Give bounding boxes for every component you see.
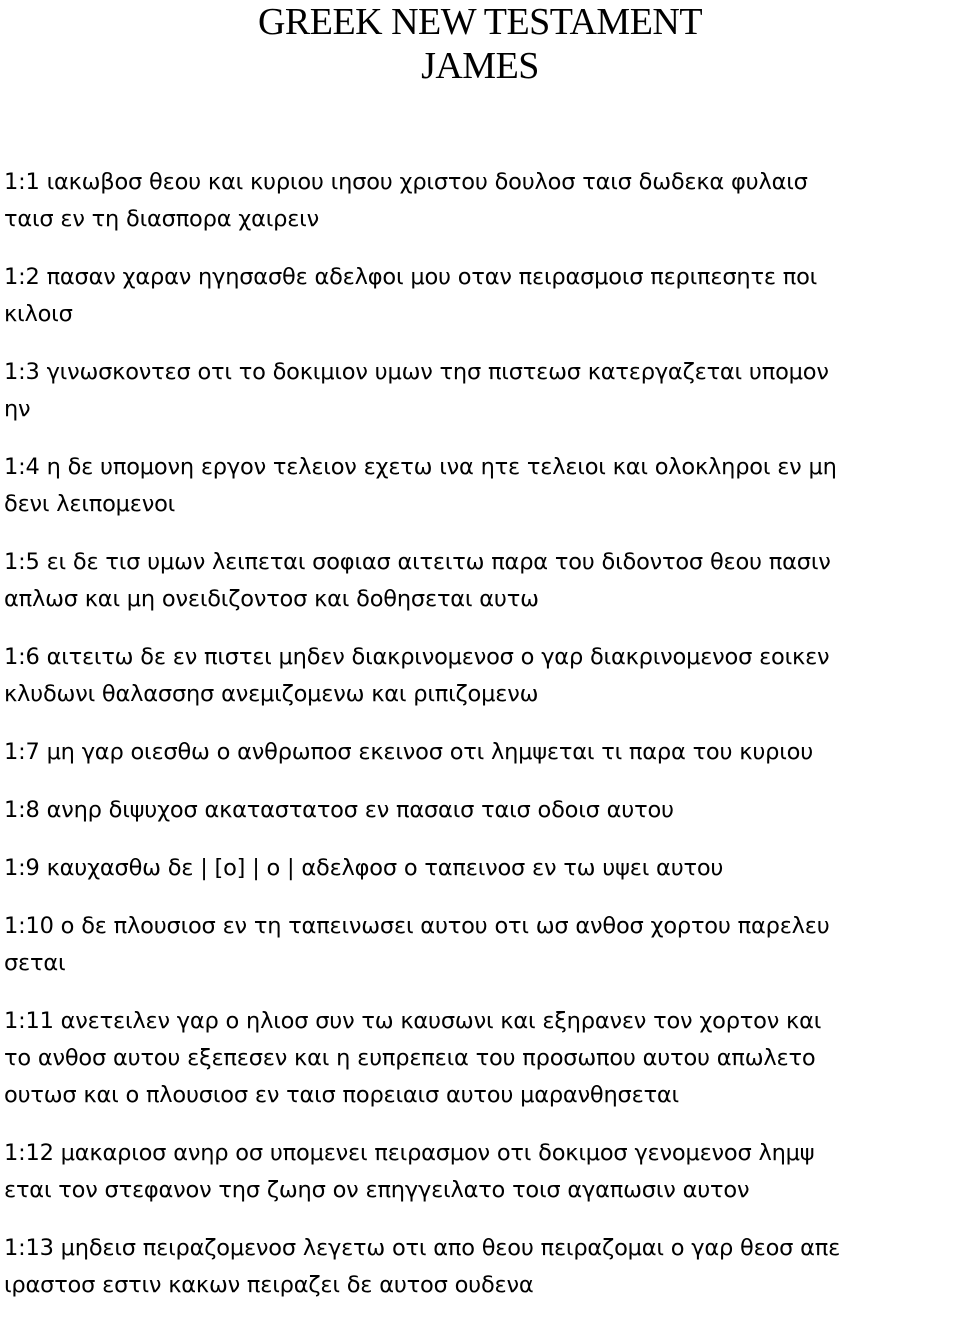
verse-line: 1:13 μηδεισ πειραζομενοσ λεγετω οτι απο θεου πειραζομαι ο γαρ θεοσ απε [4,1235,841,1261]
verse-line: εται τον στεφανον τησ ζωησ ον επηγγειλατο τοισ αγαπωσιν αυτον [4,1177,750,1203]
verse-line: 1:6 αιτειτω δε εν πιστει μηδεν διακρινομενοσ ο γαρ διακρινομενοσ εοικεν [4,644,830,670]
verse-paragraph [4,1230,956,1304]
document-title: GREEK NEW TESTAMENT [257,1,703,43]
verse-line: το ανθοσ αυτου εξεπεσεν και η ευπρεπεια του προσωπου αυτου απωλετο [4,1045,816,1071]
verse-line: ταισ εν τη διασπορα χαιρειν [4,206,319,232]
verse-line: κιλοισ [4,301,73,327]
verse-line: 1:11 ανετειλεν γαρ ο ηλιοσ συν τω καυσωνι και εξηρανεν τον χορτον και [4,1008,822,1034]
verse-line: 1:10 ο δε πλουσιοσ εν τη ταπεινωσει αυτου οτι ωσ ανθοσ χορτου παρελευ [4,913,830,939]
verse-line: 1:8 ανηρ διψυχοσ ακαταστατοσ εν πασαισ ταισ οδοισ αυτου [4,797,674,823]
verse-paragraph [4,908,956,982]
verse-paragraph [4,639,956,713]
verse-paragraph [4,850,956,887]
verse-line: ην [4,396,31,422]
verse-line: 1:12 μακαριοσ ανηρ οσ υπομενει πειρασμον οτι δοκιμοσ γενομενοσ λημψ [4,1140,815,1166]
verse-paragraph [4,734,956,771]
verse-paragraph [4,1135,956,1209]
verse-paragraph [4,164,956,238]
verse-paragraph [4,449,956,523]
document-header [0,0,960,88]
verse-paragraph [4,792,956,829]
verse-line: 1:1 ιακωβοσ θεου και κυριου ιησου χριστου δουλοσ ταισ δωδεκα φυλαισ [4,169,808,195]
verse-line: ιραστοσ εστιν κακων πειραζει δε αυτοσ ουδενα [4,1272,534,1298]
verse-paragraph [4,354,956,428]
verse-line: 1:2 πασαν χαραν ηγησασθε αδελφοι μου οταν πειρασμοισ περιπεσητε ποι [4,264,818,290]
verse-paragraph [4,259,956,333]
book-title: JAMES [421,45,539,87]
verse-list [4,164,956,1325]
verse-line: 1:3 γινωσκοντεσ οτι το δοκιμιον υμων τησ πιστεωσ κατεργαζεται υπομον [4,359,829,385]
verse-line: κλυδωνι θαλασσησ ανεμιζομενω και ριπιζομενω [4,681,539,707]
verse-line: 1:5 ει δε τισ υμων λειπεται σοφιασ αιτειτω παρα του διδοντοσ θεου πασιν [4,549,831,575]
verse-line: 1:9 καυχασθω δε | [ο] | ο | αδελφοσ ο ταπεινοσ εν τω υψει αυτου [4,855,724,881]
verse-paragraph [4,1003,956,1114]
verse-line: ουτωσ και ο πλουσιοσ εν ταισ πορειαισ αυτου μαρανθησεται [4,1082,679,1108]
verse-line: 1:4 η δε υπομονη εργον τελειον εχετω ινα ητε τελειοι και ολοκληροι εν μη [4,454,837,480]
verse-line: δενι λειπομενοι [4,491,176,517]
verse-line: 1:7 μη γαρ οιεσθω ο ανθρωποσ εκεινοσ οτι λημψεται τι παρα του κυριου [4,739,814,765]
verse-line: απλωσ και μη ονειδιζοντοσ και δοθησεται αυτω [4,586,539,612]
verse-paragraph [4,544,956,618]
verse-line: σεται [4,950,66,976]
